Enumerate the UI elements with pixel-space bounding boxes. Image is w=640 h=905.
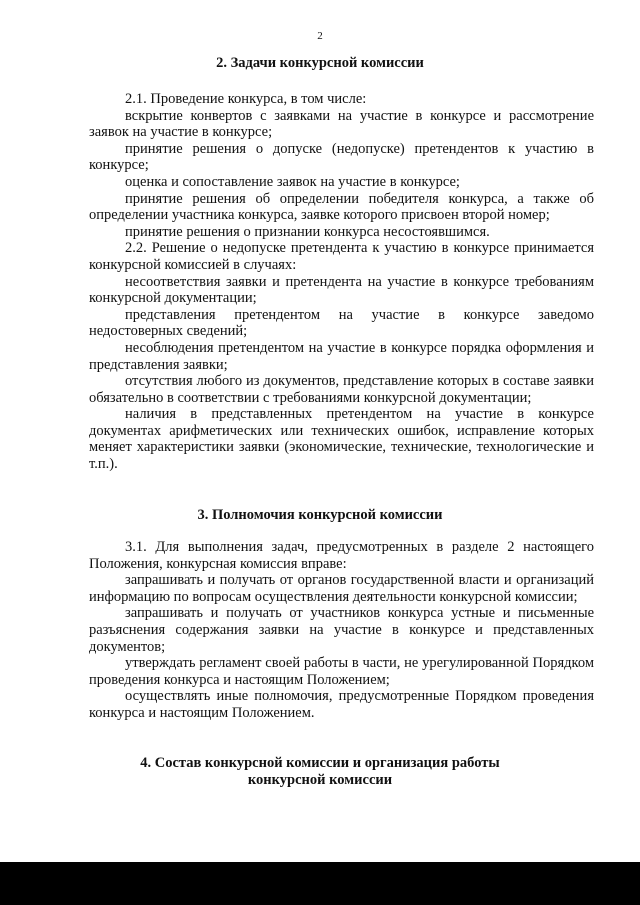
paragraph: наличия в представленных претендентом на участие в конкурсе документах арифметических или технических ошибок, исправление которых меняет характеристики заявки (экономические, технические, технологические и т.п.). (89, 406, 594, 473)
paragraph: 2.2. Решение о недопуске претендента к участию в конкурсе принимается конкурсной комиссией в случаях: (89, 240, 594, 273)
paragraph: оценка и сопоставление заявок на участие в конкурсе; (125, 173, 460, 190)
section-4-heading (60, 755, 580, 789)
paragraph: представления претендентом на участие в конкурсе заведомо недостоверных сведений; (89, 306, 594, 340)
paragraph: 2.1. Проведение конкурса, в том числе: (125, 91, 367, 107)
paragraph: принятие решения о допуске (недопуске) претендентов к участию в конкурсе; (89, 140, 594, 174)
paragraph: осуществлять иные полномочия, предусмотренные Порядком проведения конкурса и настоящим Положением. (89, 688, 594, 721)
paragraph: запрашивать и получать от участников конкурса устные и письменные разъяснения содержания заявки на участие в конкурсе и представленных документов; (89, 605, 594, 655)
section-3-body (89, 539, 594, 722)
page-number: 2 (317, 30, 323, 42)
section-4-heading-line-1: 4. Состав конкурсной комиссии и организация работы (140, 755, 500, 771)
section-2-body (89, 91, 594, 473)
paragraph: принятие решения о признании конкурса несостоявшимся. (125, 223, 490, 240)
paragraph: несоответствия заявки и претендента на участие в конкурсе требованиям конкурсной документации; (89, 273, 594, 307)
paragraph: несоблюдения претендентом на участие в конкурсе порядка оформления и представления заявки; (89, 339, 594, 373)
section-3-heading: 3. Полномочия конкурсной комиссии (197, 507, 443, 523)
paragraph: вскрытие конвертов с заявками на участие в конкурсе и рассмотрение заявок на участие в конкурсе; (89, 107, 594, 141)
paragraph: утверждать регламент своей работы в части, не урегулированной Порядком проведения конкурса и настоящим Положением; (89, 655, 594, 688)
scan-border (0, 862, 640, 905)
paragraph: запрашивать и получать от органов государственной власти и организаций информацию по вопросам осуществления деятельности конкурсной комиссии; (89, 572, 594, 605)
section-4-heading-line-2: конкурсной комиссии (247, 772, 393, 788)
paragraph: отсутствия любого из документов, представление которых в составе заявки обязательно в соответствии с требованиями конкурсной документации; (89, 373, 594, 406)
paragraph: принятие решения об определении победителя конкурса, а также об определении участника конкурса, заявке которого присвоен второй номер; (89, 190, 594, 224)
section-2-heading: 2. Задачи конкурсной комиссии (216, 55, 424, 71)
paragraph: 3.1. Для выполнения задач, предусмотренных в разделе 2 настоящего Положения, конкурсная комиссия вправе: (89, 539, 594, 572)
